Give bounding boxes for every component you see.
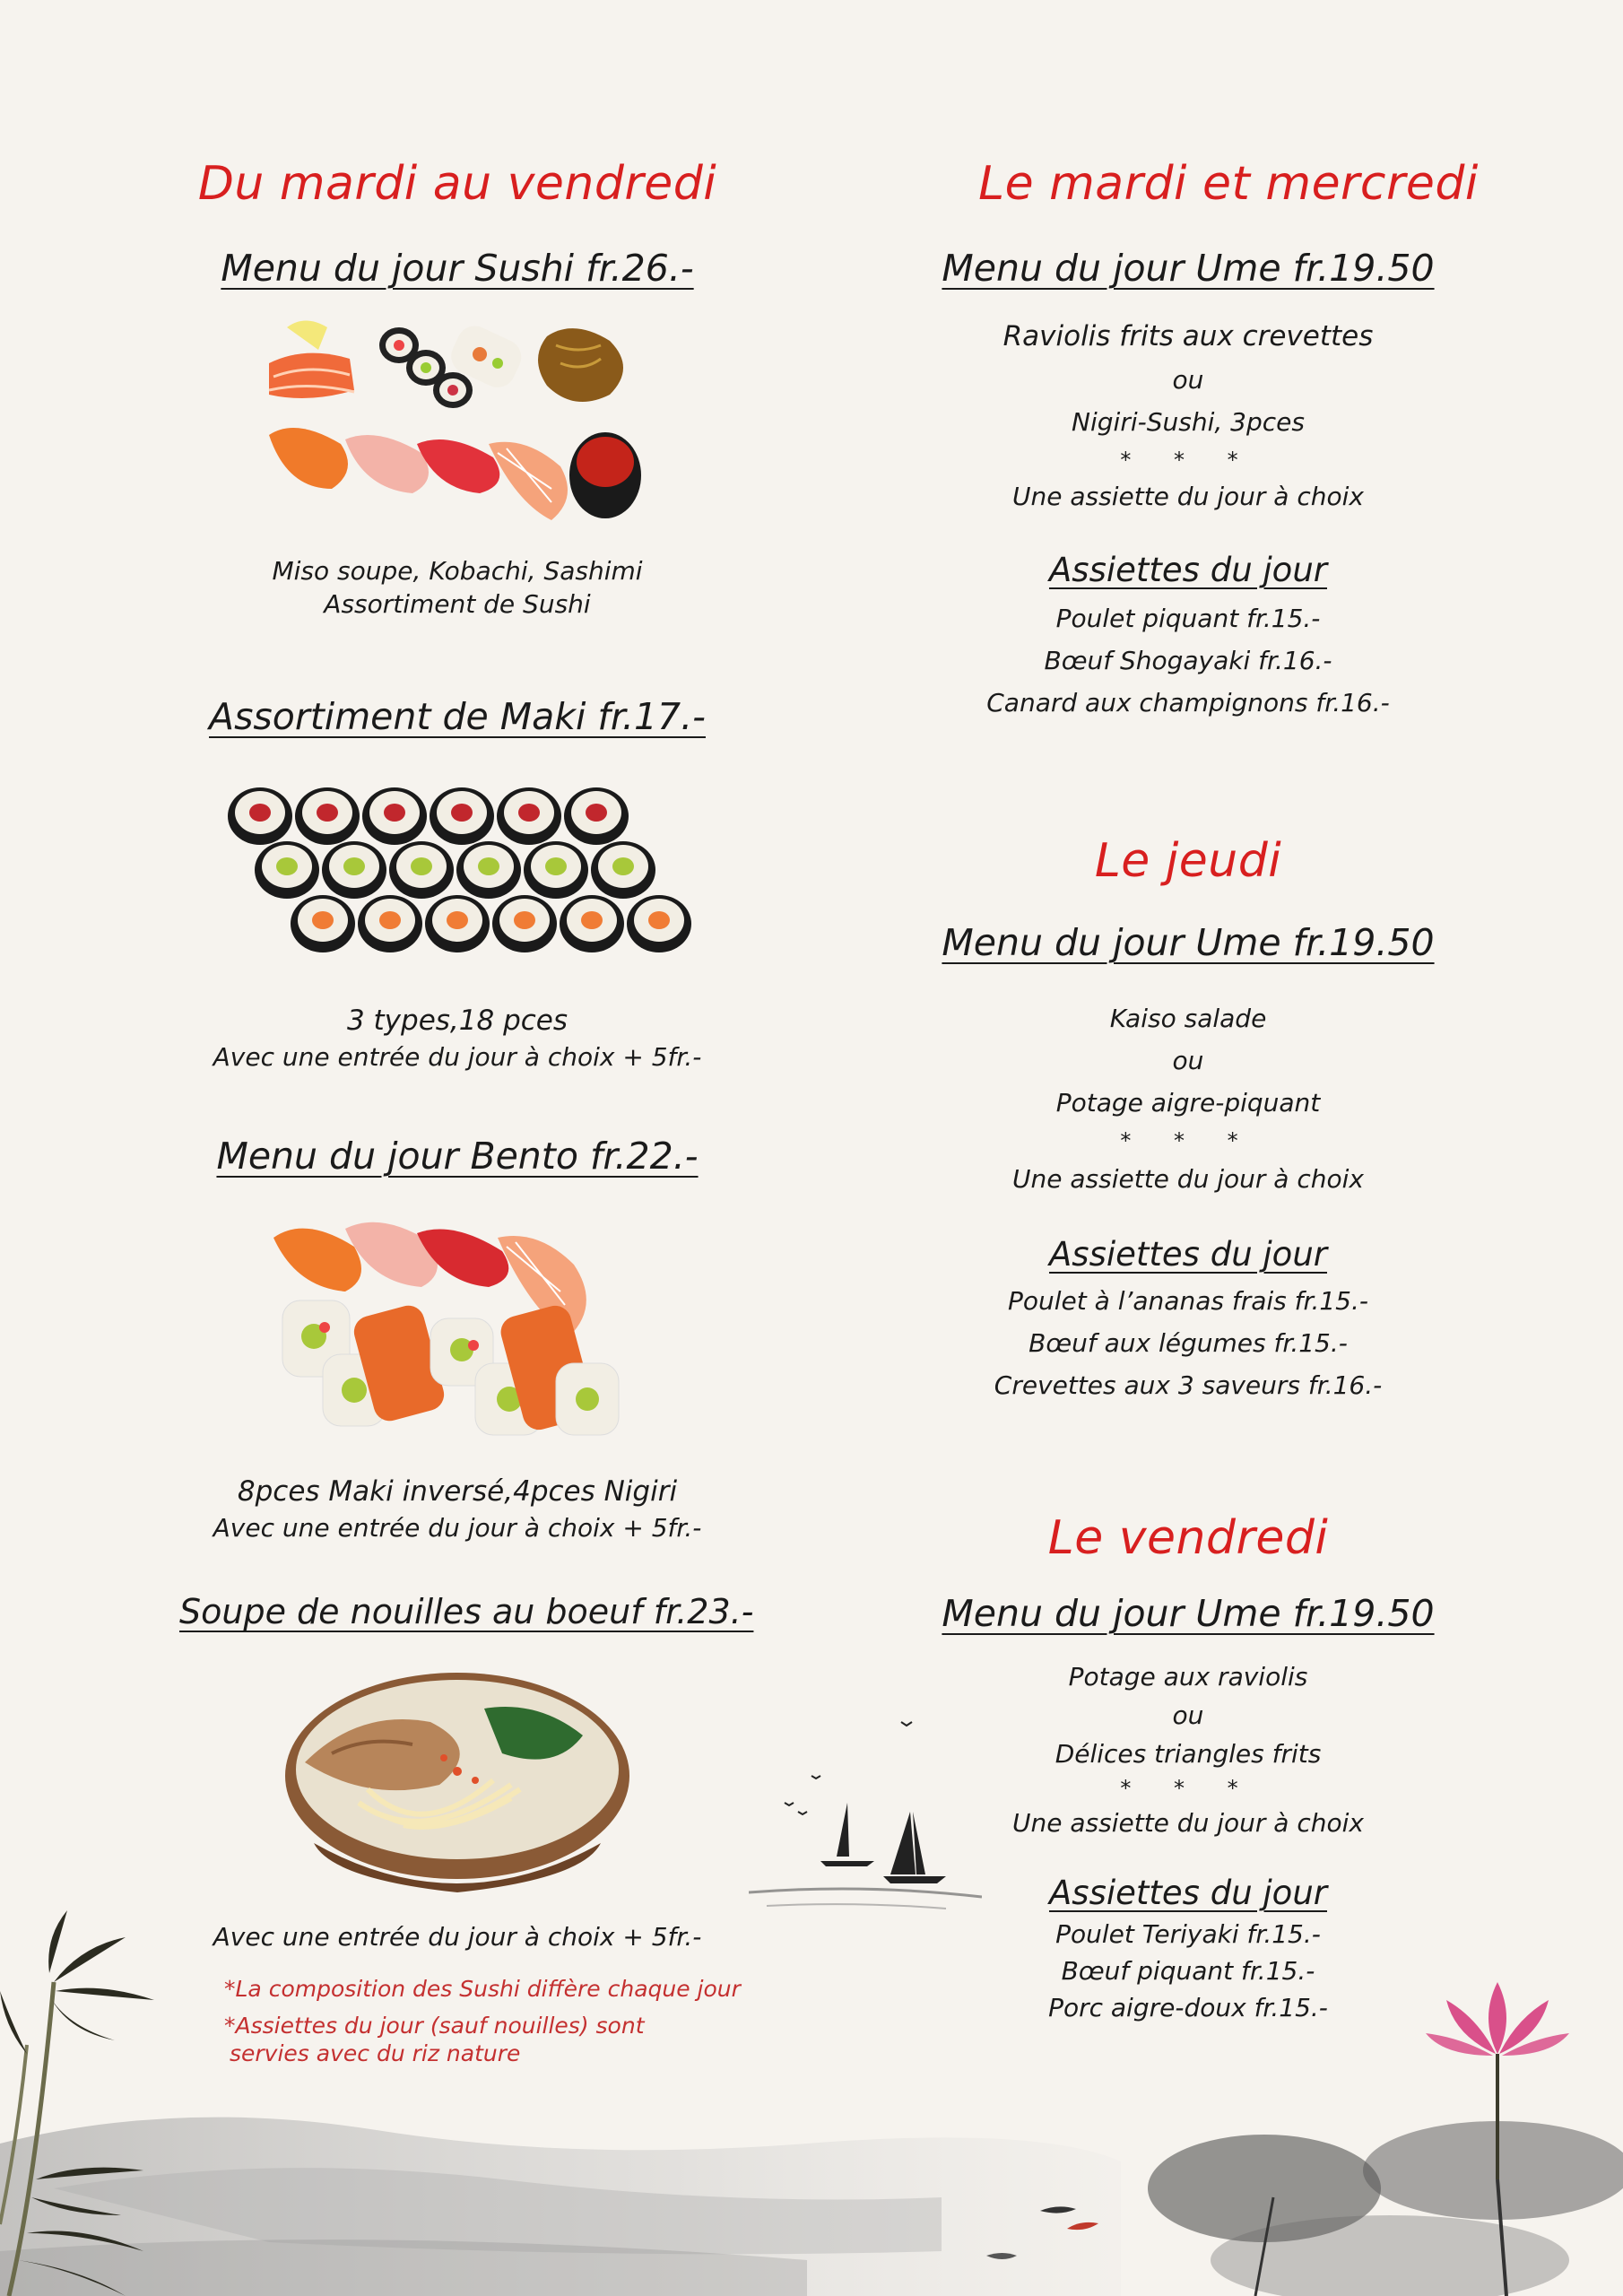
mardi-mercredi-item-2: Bœuf Shogayaki fr.16.- (1044, 646, 1332, 675)
jeudi-stars: * * * (1120, 1128, 1256, 1153)
vendredi-item-2: Bœuf piquant fr.15.- (1061, 1956, 1315, 1986)
maki-desc-line2: Avec une entrée du jour à choix + 5fr.- (213, 1042, 702, 1072)
vendredi-choice1: Potage aux raviolis (1068, 1662, 1308, 1692)
vendredi-assiette-choice: Une assiette du jour à choix (1012, 1808, 1364, 1838)
note-sushi-composition: *La composition des Sushi diffère chaque jour (224, 1976, 741, 2002)
vendredi-item-1: Poulet Teriyaki fr.15.- (1055, 1919, 1321, 1949)
mardi-mercredi-menu-heading: Menu du jour Ume fr.19.50 (942, 247, 1435, 290)
bento-image (269, 1211, 646, 1453)
mardi-mercredi-or: ou (1172, 365, 1204, 395)
mardi-mercredi-choice1: Raviolis frits aux crevettes (1002, 320, 1374, 352)
soupe-desc-line1: Avec une entrée du jour à choix + 5fr.- (213, 1922, 702, 1952)
vendredi-assiettes-heading: Assiettes du jour (1048, 1874, 1327, 1912)
bento-desc-line2: Avec une entrée du jour à choix + 5fr.- (213, 1513, 702, 1543)
maki-rolls-image (224, 780, 699, 969)
bento-heading: Menu du jour Bento fr.22.- (216, 1135, 699, 1178)
jeudi-title: Le jeudi (1094, 834, 1282, 888)
jeudi-item-1: Poulet à l’ananas frais fr.15.- (1008, 1286, 1368, 1316)
noodle-soup-image (278, 1664, 637, 1906)
sushi-menu-heading: Menu du jour Sushi fr.26.- (221, 247, 694, 290)
mardi-mercredi-stars: * * * (1120, 448, 1256, 473)
vendredi-title: Le vendredi (1047, 1511, 1329, 1565)
maki-desc-line1: 3 types,18 pces (346, 1004, 568, 1037)
mardi-mercredi-assiettes-heading: Assiettes du jour (1048, 551, 1327, 589)
mardi-mercredi-title: Le mardi et mercredi (978, 157, 1479, 211)
soupe-heading: Soupe de nouilles au boeuf fr.23.- (179, 1592, 754, 1631)
mardi-mercredi-item-1: Poulet piquant fr.15.- (1055, 604, 1321, 633)
sushi-desc-line2: Assortiment de Sushi (324, 589, 591, 619)
note-assiettes-line1: *Assiettes du jour (sauf nouilles) sont (224, 2013, 645, 2039)
jeudi-item-2: Bœuf aux légumes fr.15.- (1028, 1328, 1348, 1358)
jeudi-choice2: Potage aigre-piquant (1055, 1088, 1321, 1118)
jeudi-menu-heading: Menu du jour Ume fr.19.50 (942, 921, 1435, 964)
mardi-mercredi-assiette-choice: Une assiette du jour à choix (1012, 482, 1364, 511)
jeudi-item-3: Crevettes aux 3 saveurs fr.16.- (994, 1370, 1383, 1400)
vendredi-stars: * * * (1120, 1776, 1256, 1801)
sushi-desc-line1: Miso soupe, Kobachi, Sashimi (272, 556, 643, 586)
jeudi-assiettes-heading: Assiettes du jour (1048, 1235, 1327, 1274)
vendredi-menu-heading: Menu du jour Ume fr.19.50 (942, 1592, 1435, 1635)
sushi-assortment-image (251, 309, 664, 552)
vendredi-or: ou (1172, 1700, 1204, 1730)
left-title: Du mardi au vendredi (197, 157, 717, 211)
mardi-mercredi-choice2: Nigiri-Sushi, 3pces (1072, 407, 1305, 437)
jeudi-choice1: Kaiso salade (1109, 1004, 1267, 1033)
mardi-mercredi-item-3: Canard aux champignons fr.16.- (986, 688, 1390, 718)
vendredi-item-3: Porc aigre-doux fr.15.- (1048, 1993, 1328, 2022)
vendredi-choice2: Délices triangles frits (1055, 1739, 1322, 1769)
jeudi-assiette-choice: Une assiette du jour à choix (1012, 1164, 1364, 1194)
bento-desc-line1: 8pces Maki inversé,4pces Nigiri (237, 1475, 678, 1508)
note-assiettes-line2: servies avec du riz nature (230, 2040, 521, 2066)
bamboo-painting (0, 1910, 206, 2296)
maki-heading: Assortiment de Maki fr.17.- (209, 695, 706, 738)
jeudi-or: ou (1172, 1046, 1204, 1075)
